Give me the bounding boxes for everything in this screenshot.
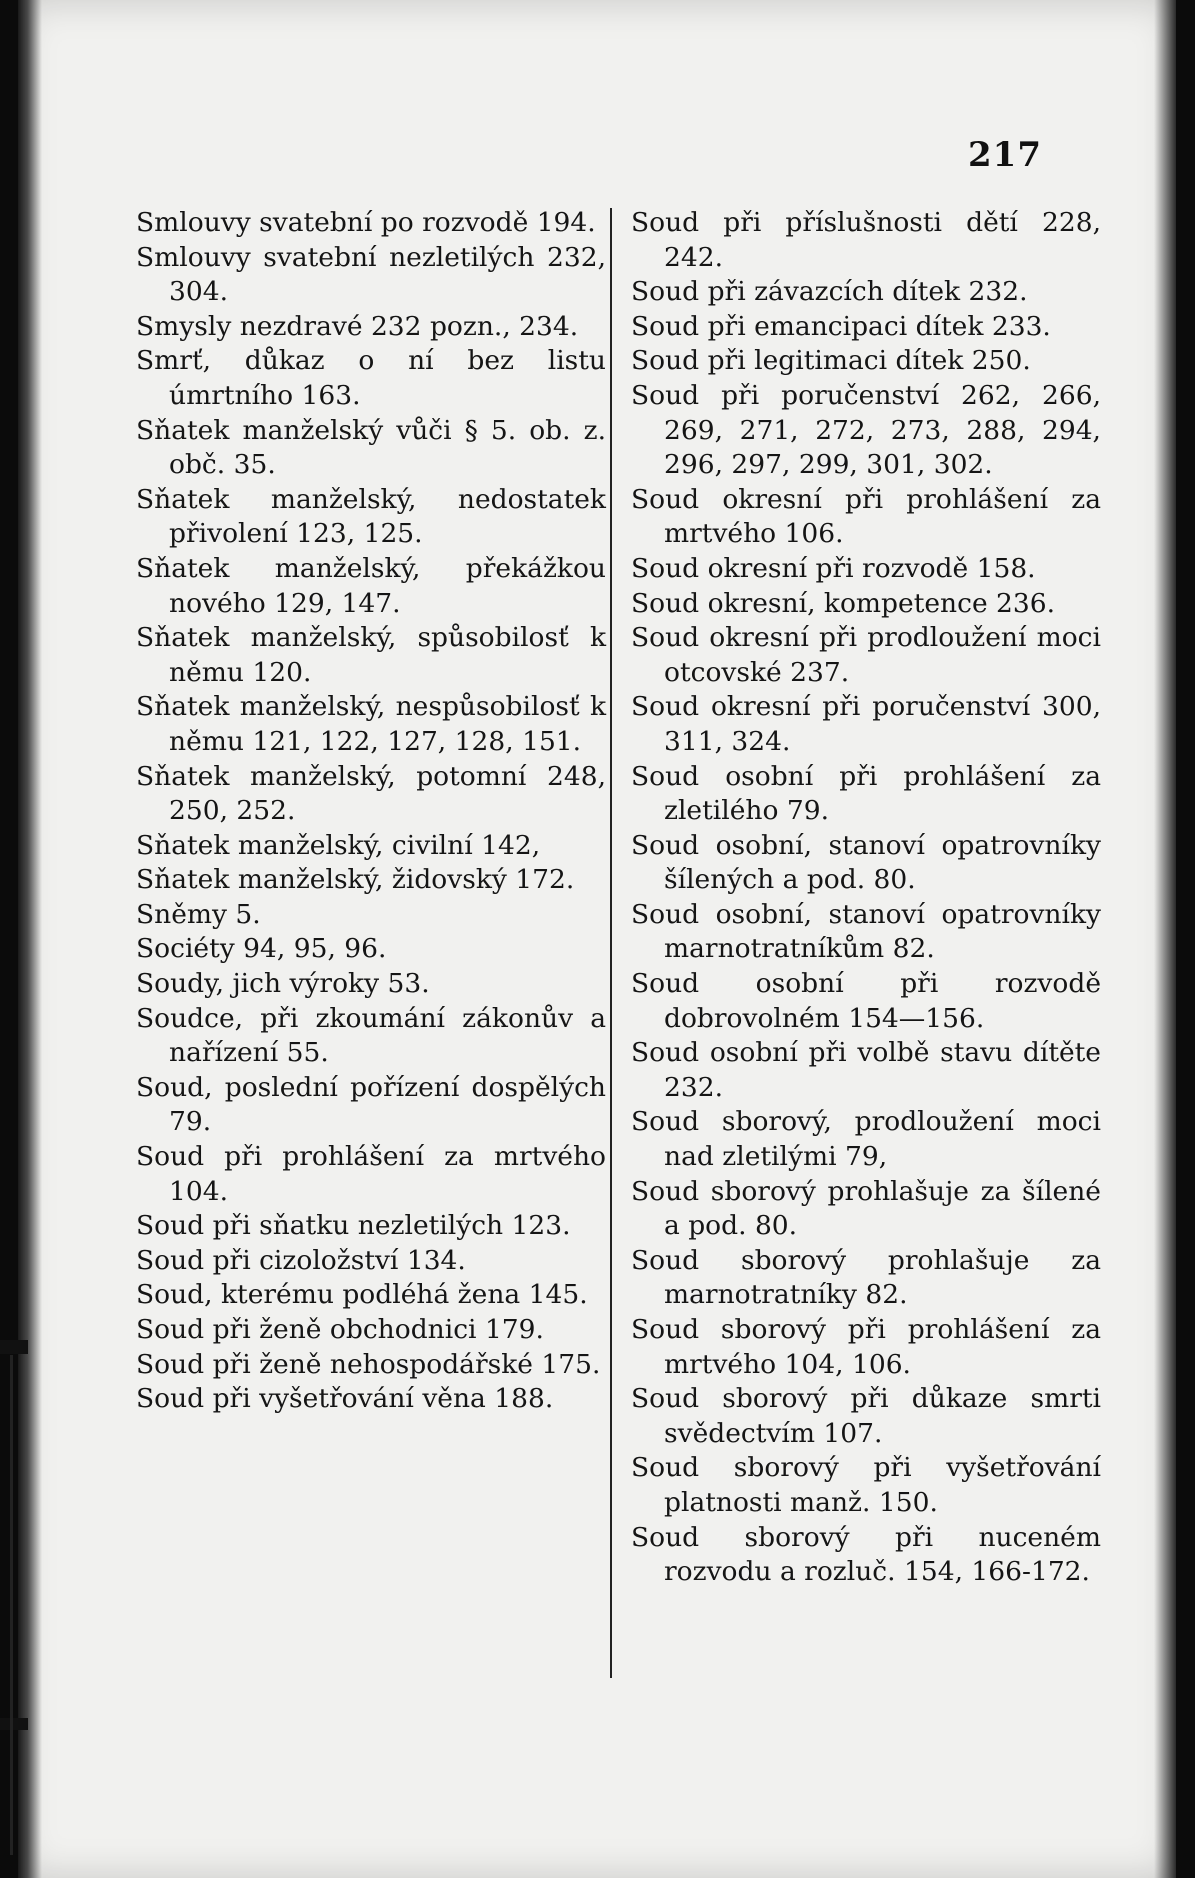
index-entry: Soud okresní při prodloužení moci otcovské 237. <box>631 622 1101 688</box>
page-number: 217 <box>968 135 1042 175</box>
index-entry: Soud okresní při rozvodě 158. <box>631 552 1036 584</box>
index-entry: Soudce, při zkoumání zákonův a nařízení 55. <box>136 1002 606 1069</box>
index-entry: Soud při legitimaci dítek 250. <box>631 345 1031 377</box>
index-entry: Soud při příslušnosti dětí 228, 242. <box>631 207 1101 273</box>
page-shadow-right <box>1154 0 1176 1878</box>
index-entry: Soudy, jich výroky 53. <box>136 968 430 1000</box>
index-entry: Sňatek manželský vůči § 5. ob. z. obč. 35. <box>136 414 606 481</box>
index-entry: Sňatek manželský, nespůsobilosť k němu 121, 122, 127, 128, 151. <box>136 691 606 757</box>
index-column-left <box>136 206 606 1417</box>
index-entry: Soud sborový prohlašuje za marnotratníky 82. <box>631 1244 1101 1311</box>
index-entry: Soud sborový při prohlášení za mrtvého 104, 106. <box>631 1314 1101 1380</box>
index-entry: Soud při cizoložství 134. <box>136 1244 466 1276</box>
index-entry: Soud okresní při prohlášení za mrtvého 106. <box>631 483 1101 550</box>
index-entry: Soud sborový při důkaze smrti svědectvím 107. <box>631 1383 1101 1449</box>
binding-mark <box>0 1718 28 1730</box>
index-entry: Smlouvy svatební po rozvodě 194. <box>136 207 596 238</box>
binding-mark <box>0 1340 28 1354</box>
binding-line <box>10 1355 13 1855</box>
index-entry: Sňatek manželský, potomní 248, 250, 252. <box>136 760 606 827</box>
index-entry: Soud osobní při rozvodě dobrovolném 154—156. <box>631 968 1101 1034</box>
index-entry: Soud při závazcích dítek 232. <box>631 276 1028 308</box>
index-entry: Soud osobní při prohlášení za zletilého 79. <box>631 760 1101 827</box>
index-entry: Soud při emancipaci dítek 233. <box>631 310 1051 342</box>
index-entry: Soud při ženě obchodnici 179. <box>136 1314 544 1345</box>
index-entry: Smysly nezdravé 232 pozn., 234. <box>136 310 579 342</box>
index-entry: Soud, kterému podléhá žena 145. <box>136 1279 588 1311</box>
index-entry: Smlouvy svatební nezletilých 232, 304. <box>136 241 606 308</box>
index-entry: Soud sborový, prodloužení moci nad zletilými 79, <box>631 1106 1101 1173</box>
index-entry: Sňatek manželský, nedostatek přivolení 123, 125. <box>136 483 606 550</box>
index-entry: Sňatek manželský, překážkou nového 129, 147. <box>136 552 606 619</box>
index-entry: Sňatek manželský, židovský 172. <box>136 864 575 896</box>
index-column-right <box>631 206 1101 1590</box>
book-page <box>18 0 1176 1878</box>
index-entry: Soud při poručenství 262, 266, 269, 271, 272, 273, 288, 294, 296, 297, 299, 301, 302. <box>631 379 1101 481</box>
index-entry: Soud při vyšetřování věna 188. <box>136 1383 554 1415</box>
index-entry: Sňatek manželský, civilní 142, <box>136 829 541 861</box>
index-entry: Sněmy 5. <box>136 898 261 930</box>
index-entry: Soud při prohlášení za mrtvého 104. <box>136 1141 606 1207</box>
index-entry: Soud osobní při volbě stavu dítěte 232. <box>631 1037 1101 1103</box>
index-entry: Soud sborový při nuceném rozvodu a rozluč. 154, 166-172. <box>631 1521 1101 1588</box>
index-entry: Smrť, důkaz o ní bez listu úmrtního 163. <box>136 345 606 411</box>
index-entry: Soud při ženě nehospodářské 175. <box>136 1348 601 1380</box>
index-entry: Soud sborový prohlašuje za šílené a pod. 80. <box>631 1175 1101 1242</box>
index-entry: Soud okresní při poručenství 300, 311, 324. <box>631 691 1101 757</box>
index-entry: Soud osobní, stanoví opatrovníky šílených a pod. 80. <box>631 829 1101 896</box>
index-entry: Soud okresní, kompetence 236. <box>631 587 1056 619</box>
index-entry: Soud sborový při vyšetřování platnosti manž. 150. <box>631 1452 1101 1518</box>
index-entry: Soud při sňatku nezletilých 123. <box>136 1210 571 1242</box>
index-entry: Sňatek manželský, spůsobilosť k němu 120. <box>136 622 606 688</box>
page-shadow-left <box>18 0 42 1878</box>
index-entry: Soud, poslední pořízení dospělých 79. <box>136 1071 606 1138</box>
column-divider <box>610 208 612 1678</box>
index-entry: Soud osobní, stanoví opatrovníky marnotratníkům 82. <box>631 898 1101 965</box>
index-entry: Sociéty 94, 95, 96. <box>136 933 387 965</box>
